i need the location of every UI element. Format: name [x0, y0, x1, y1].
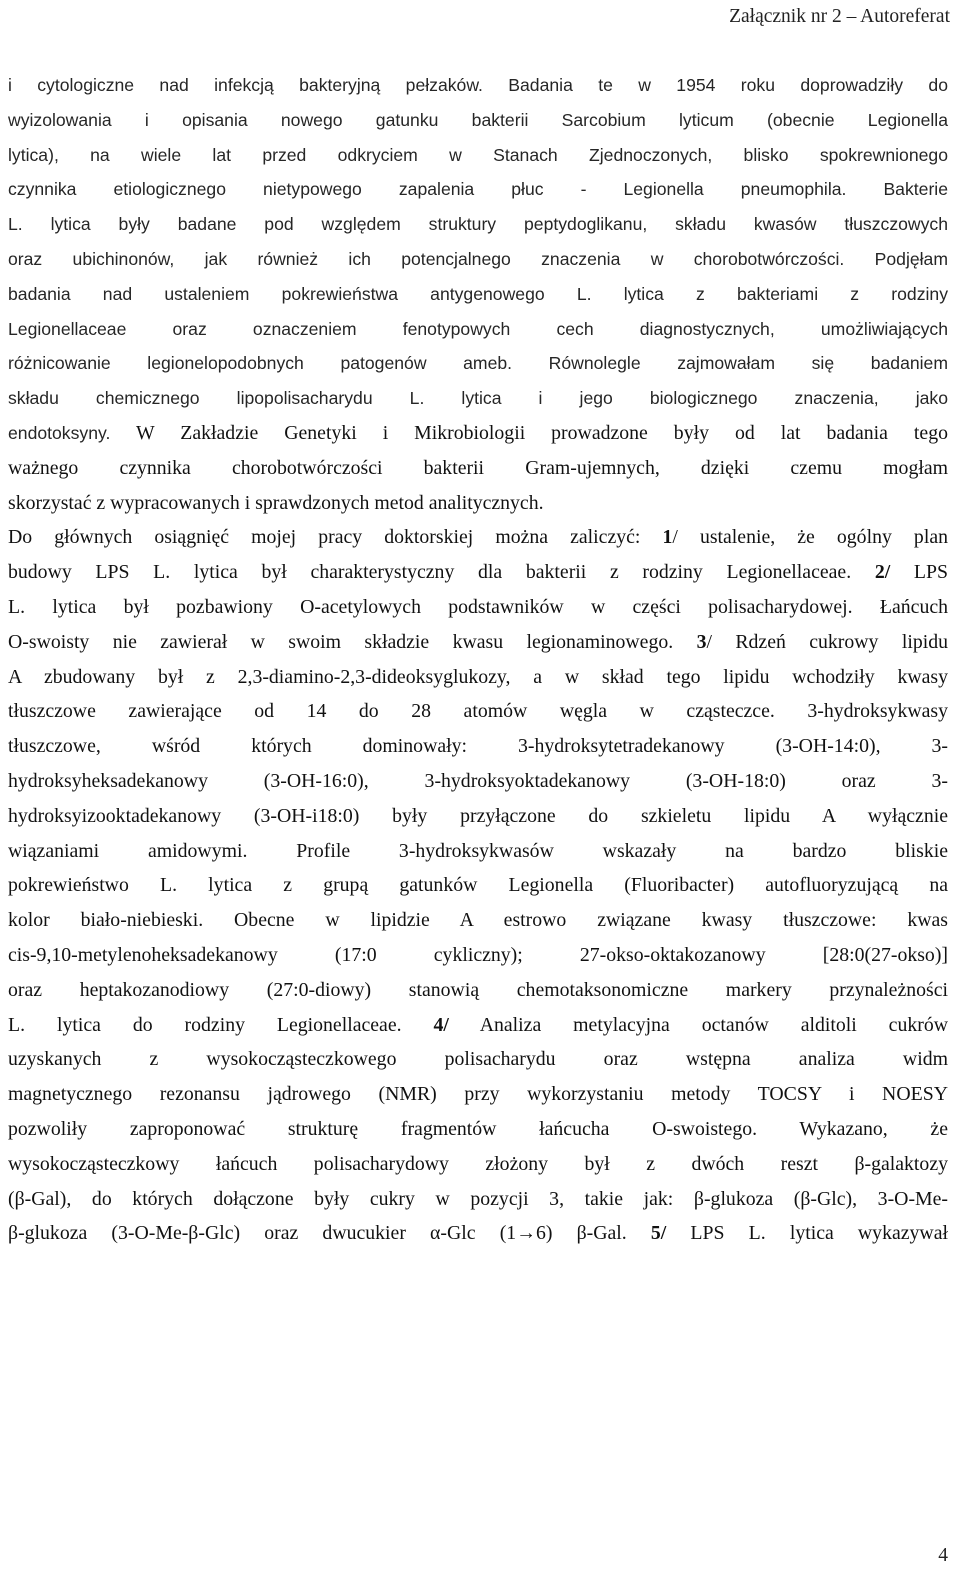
text-line	[8, 694, 948, 729]
text-segment: W Zakładzie Genetyki i Mikrobiologii prowadzone były od lat badania tego	[110, 421, 948, 444]
text-line	[8, 68, 948, 103]
page-number: 4	[938, 1545, 948, 1566]
text-line	[8, 451, 948, 486]
text-segment: wysokocząsteczkowy łańcuch polisacharydowy złożony był z dwóch reszt β-galaktozy	[8, 1152, 948, 1175]
text-segment: A zbudowany był z 2,3-diamino-2,3-dideoksyglukozy, a w skład tego lipidu wchodziły kwasy	[8, 665, 948, 688]
text-line	[8, 520, 948, 555]
text-segment: (β-Gal), do których dołączone były cukry w pozycji 3, takie jak: β-glukoza (β-Glc), 3-O-Me-	[8, 1187, 948, 1210]
text-segment: β-glukoza (3-O-Me-β-Glc) oraz dwucukier α-Glc (1→6) β-Gal.	[8, 1222, 651, 1245]
text-line	[8, 903, 948, 938]
text-line	[8, 555, 948, 590]
text-segment: oraz heptakozanodiowy (27:0-diowy) stanowią chemotaksonomiczne markery przynależności	[8, 978, 948, 1001]
text-line	[8, 938, 948, 973]
text-segment: / ustalenie, że ogólny plan	[672, 526, 948, 549]
text-line	[8, 103, 948, 138]
text-line	[8, 486, 948, 521]
text-line	[8, 1112, 948, 1147]
text-segment: skorzystać z wypracowanych i sprawdzonych metod analitycznych.	[8, 491, 544, 514]
text-line	[8, 242, 948, 277]
text-segment: Legionellaceae oraz oznaczeniem fenotypowych cech diagnostycznych, umożliwiających	[8, 318, 948, 339]
text-segment: pozwoliły zaproponować strukturę fragmentów łańcucha O-swoistego. Wykazano, że	[8, 1117, 948, 1140]
text-segment: 3	[696, 630, 707, 653]
text-line	[8, 590, 948, 625]
text-segment: L. lytica do rodziny Legionellaceae.	[8, 1013, 434, 1036]
text-segment: / Rdzeń cukrowy lipidu	[706, 630, 948, 653]
text-line	[8, 416, 948, 451]
text-segment: 4/	[433, 1013, 449, 1036]
text-segment: Analiza metylacyjna octanów alditoli cukrów	[448, 1013, 948, 1036]
text-segment: cis-9,10-metylenoheksadekanowy (17:0 cykliczny); 27-okso-oktakozanowy [28:0(27-okso)]	[8, 943, 948, 966]
text-segment: różnicowanie legionelopodobnych patogenów ameb. Równolegle zajmowałam się badaniem	[8, 353, 948, 374]
text-segment: magnetycznego rezonansu jądrowego (NMR) przy wykorzystaniu metody TOCSY i NOESY	[8, 1083, 948, 1106]
text-segment: hydroksyheksadekanowy (3-OH-16:0), 3-hydroksyoktadekanowy (3-OH-18:0) oraz 3-	[8, 769, 948, 792]
text-line	[8, 138, 948, 173]
text-line	[8, 312, 948, 347]
text-segment: Do głównych osiągnięć mojej pracy doktorskiej można zaliczyć:	[8, 526, 663, 549]
text-line	[8, 729, 948, 764]
text-segment: 2/	[874, 561, 891, 584]
text-segment: składu chemicznego lipopolisacharydu L. lytica i jego biologicznego znaczenia, jako	[8, 388, 948, 409]
text-line	[8, 625, 948, 660]
text-line	[8, 1182, 948, 1217]
text-line	[8, 381, 948, 416]
text-line	[8, 1008, 948, 1043]
text-segment: budowy LPS L. lytica był charakterystyczny dla bakterii z rodziny Legionellaceae.	[8, 561, 875, 584]
text-segment: czynnika etiologicznego nietypowego zapalenia płuc - Legionella pneumophila. Bakterie	[8, 179, 948, 200]
text-line	[8, 973, 948, 1008]
body-text	[8, 68, 948, 1251]
text-line	[8, 277, 948, 312]
text-line	[8, 1042, 948, 1077]
text-segment: LPS	[890, 561, 948, 584]
text-segment: i cytologiczne nad infekcją bakteryjną pełzaków.	[8, 75, 483, 95]
text-segment: endotoksyny.	[8, 422, 111, 443]
text-line	[8, 1147, 948, 1182]
text-segment: O-swoisty nie zawierał w swoim składzie kwasu legionaminowego.	[8, 630, 697, 653]
page-header: Załącznik nr 2 – Autoreferat	[729, 6, 950, 27]
text-line	[8, 346, 948, 381]
text-line	[8, 799, 948, 834]
text-segment: 5/	[650, 1222, 667, 1245]
text-line	[8, 834, 948, 869]
text-segment: L. lytica były badane pod względem struktury peptydoglikanu, składu kwasów tłuszczowych	[8, 214, 948, 235]
text-segment: uzyskanych z wysokocząsteczkowego polisacharydu oraz wstępna analiza widm	[8, 1048, 948, 1071]
text-segment: 1	[662, 526, 673, 549]
text-line	[8, 207, 948, 242]
text-segment: L. lytica był pozbawiony O-acetylowych podstawników w części polisacharydowej. Łańcuch	[8, 595, 948, 618]
text-segment: wiązaniami amidowymi. Profile 3-hydroksykwasów wskazały na bardzo bliskie	[8, 839, 948, 862]
text-line	[8, 868, 948, 903]
text-segment: ważnego czynnika chorobotwórczości bakterii Gram-ujemnych, dzięki czemu mogłam	[8, 456, 948, 479]
text-segment: kolor biało-niebieski. Obecne w lipidzie A estrowo związane kwasy tłuszczowe: kwas	[8, 909, 948, 932]
text-segment: lytica), na wiele lat przed odkryciem w Stanach Zjednoczonych, blisko spokrewnionego	[8, 144, 948, 165]
text-line	[8, 764, 948, 799]
text-segment: LPS L. lytica wykazywał	[666, 1222, 948, 1245]
text-segment: pokrewieństwo L. lytica z grupą gatunków Legionella (Fluoribacter) autofluoryzującą na	[8, 874, 948, 897]
text-segment: wyizolowania i opisania nowego gatunku bakterii Sarcobium lyticum (obecnie Legionella	[8, 109, 948, 130]
text-segment: tłuszczowe zawierające od 14 do 28 atomów węgla w cząsteczce. 3-hydroksykwasy	[8, 700, 948, 723]
text-segment: tłuszczowe, wśród których dominowały: 3-hydroksytetradekanowy (3-OH-14:0), 3-	[8, 735, 948, 758]
text-line	[8, 660, 948, 695]
text-line	[8, 172, 948, 207]
text-line	[8, 1216, 948, 1251]
text-segment: badania nad ustaleniem pokrewieństwa antygenowego L. lytica z bakteriami z rodziny	[8, 283, 948, 304]
text-segment: oraz ubichinonów, jak również ich potencjalnego znaczenia w chorobotwórczości. Podjęłam	[8, 248, 948, 269]
text-line	[8, 1077, 948, 1112]
text-segment: hydroksyizooktadekanowy (3-OH-i18:0) były przyłączone do szkieletu lipidu A wyłącznie	[8, 804, 948, 827]
text-segment: Badania te w 1954 roku doprowadziły do	[482, 75, 948, 95]
